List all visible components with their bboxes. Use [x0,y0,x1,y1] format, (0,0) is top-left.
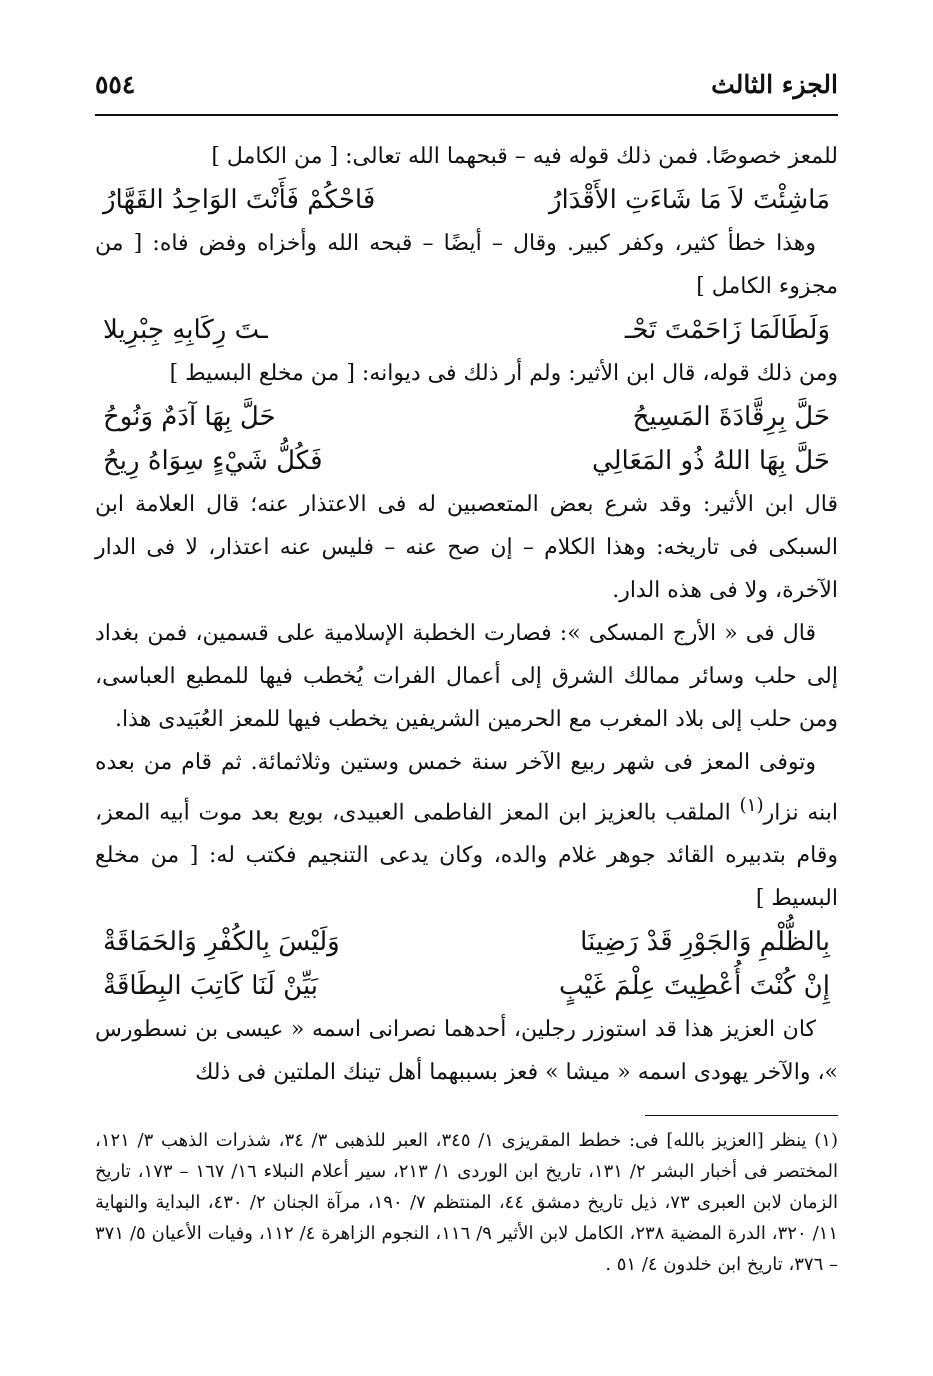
verse-line-6 [95,964,838,1008]
footnote-marker: (١) [739,795,764,816]
verse-second-hemistich: فَكُلُّ شَيْءٍ سِوَاهُ رِيحُ [103,446,323,476]
paragraph-6 [95,741,838,920]
verse-line-5 [95,920,838,964]
footnote-separator [645,1115,838,1116]
paragraph-7: كان العزيز هذا قد استوزر رجلين، أحدهما نصرانى اسمه « عيسى بن نسطورس »، والآخر يهودى اسمه « ميشا » فعز بسببهما أهل تينك الملتين فى ذلك [95,1017,838,1086]
volume-title: الجزء الثالث [711,70,838,99]
verse-second-hemistich: وَلَيْسَ بِالكُفْرِ وَالحَمَاقَةْ [103,927,340,958]
verse-second-hemistich: فَاحْكُمْ فَأَنْتَ الوَاحِدُ القَهَّارُ [103,185,376,215]
verse-first-hemistich: حَلَّ بِرِقَّادَةَ المَسِيحُ [632,402,830,432]
paragraph-6-text-start: وتوفى المعز فى شهر ربيع الآخر سنة خمس وستين وثلاثمائة. ثم قام من بعده ابنه نزار [95,750,838,826]
paragraph-2: وهذا خطأ كثير، وكفر كبير. وقال – أيضًا – قبحه الله وأخزاه وفض فاه: [ من مجزوء الكامل ] [95,231,838,299]
verse-second-hemistich: بَيِّنْ لَنَا كَاتِبَ البِطَاقَةْ [103,971,319,1002]
verse-first-hemistich: مَاشِئْتَ لاَ مَا شَاءَتِ الأَقْدَارُ [548,185,830,215]
header-rule [95,114,838,116]
verse-first-hemistich: إِنْ كُنْتَ أُعْطِيتَ عِلْمَ غَيْبٍ [559,971,830,1002]
paragraph-6-text-end: الملقب بالعزيز ابن المعز الفاطمى العبيدى، بويع بعد موت أبيه المعز، وقام بتدبيره القائد جوهر غلام والده، وكان يدعى التنجيم فكتب له: [ من مخلع البسيط ] [95,800,838,912]
verse-first-hemistich: حَلَّ بِهَا اللهُ ذُو المَعَالِي [591,446,830,476]
verse-first-hemistich: وَلَطَالَمَا زَاحَمْتَ تَحْـ [624,315,830,345]
verse-line-2 [95,308,838,352]
paragraph-5: قال فى « الأرج المسكى »: فصارت الخطبة الإسلامية على قسمين، فمن بغداد إلى حلب وسائر ممالك الشرق إلى أعمال الفرات يُخطب فيها للمطيع العباسى، ومن حلب إلى بلاد المغرب مع الحرمين الشريفين يخطب فيها للمعز العُبَيدى هذا. [95,621,838,732]
page-header [95,62,838,112]
verse-first-hemistich: بِالظُّلْمِ وَالجَوْرِ قَدْ رَضِينَا [580,927,830,958]
footnote: (١) ينظر [العزيز بالله] فى: خطط المقريزى ١/ ٣٤٥، العبر للذهبى ٣/ ٣٤، شذرات الذهب ٣/ ١٢١، المختصر فى أخبار البشر ٢/ ١٣١، تاريخ ابن الوردى ١/ ٢١٣، سير أعلام النبلاء ١٦/ ١٦٧ – ١٧٣، تاريخ الزمان لابن العبرى ٧٣، ذيل تاريخ دمشق ٤٤، المنتظم ٧/ ١٩٠، مرآة الجنان ٢/ ٤٣٠، البداية والنهاية ١١/ ٣٢٠، الدرة المضية ٢٣٨، الكامل لابن الأثير ٩/ ١١٦، النجوم الزاهرة ٤/ ١١٢، وفيات الأعيان ٥/ ٣٧١ – ٣٧٦، تاريخ ابن خلدون ٤/ ٥١ . [95,1130,838,1275]
page-number: ٥٥٤ [95,70,136,99]
verse-line-3 [95,395,838,439]
verse-line-4 [95,439,838,483]
main-text [95,135,838,1094]
paragraph-3: ومن ذلك قوله، قال ابن الأثير: ولم أر ذلك فى ديوانه: [ من مخلع البسيط ] [169,361,838,386]
verse-second-hemistich: حَلَّ بِهَا آدَمٌ وَنُوحُ [103,402,276,432]
verse-line-1 [95,178,838,222]
paragraph-4: قال ابن الأثير: وقد شرع بعض المتعصبين له فى الاعتذار عنه؛ قال العلامة ابن السبكى فى تاريخه: وهذا الكلام – إن صح عنه – فليس عنه اعتذار، لا فى الدار الآخرة، ولا فى هذه الدار. [95,492,838,603]
paragraph-1: للمعز خصوصًا. فمن ذلك قوله فيه – قبحهما الله تعالى: [ من الكامل ] [211,144,838,169]
verse-second-hemistich: ـتَ رِكَابِهِ جِبْرِيلا [103,315,268,345]
